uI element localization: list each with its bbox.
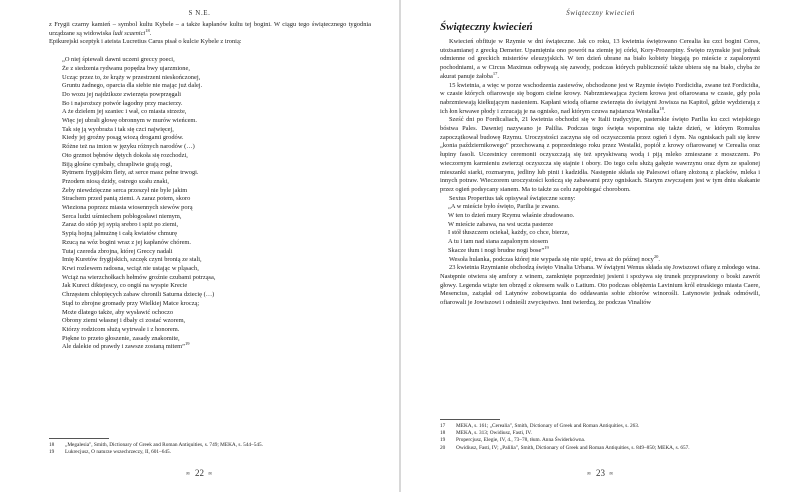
poem-line: Tak się ją wyobraża i tak się czci najwięcej, [62, 125, 174, 133]
running-head-right: Świąteczny kwiecień [566, 9, 635, 17]
poem-line: „O niej śpiewali dawni uczeni greccy poeci, [62, 56, 175, 64]
poem-line: Jak Kureci diktejescy, co ongiś na wyspie Krecie [62, 282, 188, 290]
footnote: 17 MEKA, s. 161; „Cerealia", Smith, Dictionary of Greek and Roman Antiquities, s. 263. [440, 423, 640, 429]
ornament-right: ∞ [208, 470, 214, 477]
left-content [49, 21, 371, 352]
footnote: 18 MEKA, s. 313; Owidiusz, Fasti, IV. [440, 430, 532, 437]
poem-line: A że dzielem jej szaniec i wał, co miasta strzeże, [62, 108, 187, 116]
paragraph: Wesoła hulanka, podczas której nie wypada się nie upić, trwa aż do późnej nocy$^{20}$. [449, 253, 660, 263]
poem-line: Ale dalekie od prawdy i zawsze zostaną mitem”$^{19}$ [62, 341, 190, 351]
ornament-left: ∞ [185, 470, 191, 477]
poem-line: Chrzęstem chłopięcych zabaw chronili Saturna dziecię (…) [62, 291, 215, 299]
paragraph: Kwiecień obfituje w Rzymie w dni świąteczne. Jak co roku, 13 kwietnia świętowano Cerealia ku czci bogini Ceres, utożsamianej z grecką Demeter. Upamiętnia ono powrót na ziemię jej córki, Kory-Prozerpiny. Święto rzymskie jest jednak odmienne od greckich misteriów eleuzyjskich. W ten dzień ubrane na biało kobiety biegają po mieście z zapalonymi pochodniami, a w Circus Maximus odbywają się zawody, podczas których publiczność także ubiera się na biało, chyba że akurat panuje żałoba$^{17}$. [440, 38, 760, 80]
poem-line: Gruntu żadnego, oparcia dla siebie nie mając już dalej. [62, 82, 203, 90]
poem-line: Serca ludzi uśmiechem pobłogosławi niemym, [62, 212, 182, 220]
poem-line: Różne też na imion w języku różnych narodów (…) [62, 143, 195, 151]
left-footnotes [49, 438, 371, 456]
footnote-rule [49, 438, 109, 439]
page-number-left: ∞ 22 ∞ [185, 468, 214, 478]
footnote: 20 Owidiusz, Fasti, IV; „Palilia", Smith, Dictionary of Greek and Roman Antiquities, s. 849–850; MEKA, s. 657. [440, 444, 690, 451]
poem-line: A tu i tam nad siana zapalonym stosem [448, 238, 548, 246]
poem-line: Więc jej ubrali głowę obronnym w murów wieńcem. [62, 117, 197, 125]
ornament-right: ∞ [609, 470, 615, 477]
footnote: 18 „Megalesia", Smith, Dictionary of Greek and Roman Antiquities, s. 749; MEKA, s. 544–545. [49, 442, 263, 448]
poem-line: Że z siedzenia rydwanu popędza bwy ujarzmione, [62, 64, 190, 72]
ornament-left: ∞ [586, 470, 592, 477]
propertius-poem [440, 203, 760, 255]
paragraph: 15 kwietnia, a więc w porze wschodzenia zasiewów, obchodzone jest w Rzymie święto Fordicidia, zwane też Fordicidia, w czasie których ofiarowuje się bogom cielne krowy. Nabrzmiewająca życiem krowa jest ofiarowana w czasie, gdy pola nabrzmiewają kiełkującym nasieniem. Kapłani wiodą ofiarne zwierzęta do świątyni Jowisza na Kapitol, gdzie wydzierają z ich łon krwawe płody i zrzucają je na ognisko, nad którym czuwa najstarsza Westalka$^{18}$. [440, 81, 760, 115]
poem-line: „A w mieście było święto, Parilia je zwano. [448, 203, 560, 211]
poem-line: Rzucą na wóz bogini wraz z jej kapłanów chórem. [62, 238, 192, 246]
poem-line: Strachem przed panią ziemi. A zaraz potem, skoro [62, 195, 191, 203]
left-intro-2: Epikurejski sceptyk i ateista Lucretius Carus pisał o kulcie Kybele z ironią: [49, 38, 242, 46]
poem-line: Którzy rodzicom służą wytrwale i z honorem. [62, 325, 180, 333]
poem-line: Bo i najsroższy potwór łagodny przy macierzy. [62, 99, 183, 107]
poem-line: W mieście zabawa, na wsi uczta pasterze [448, 220, 554, 228]
left-page [0, 0, 399, 492]
poem-line: Krwi rozlewem radosna, wciąż nie ustając w pląsach, [62, 264, 199, 272]
right-page [401, 0, 800, 492]
poem-line: Zaraz do stóp jej sypią srebro i spiż po ziemi, [62, 221, 179, 229]
page-number-right: ∞ 23 ∞ [586, 468, 615, 478]
paragraph: Sextus Propertius tak opisywał świąteczne sceny: [449, 194, 576, 202]
poem-line: Ucząc przez to, że krąży w przestrzeni nieskończonej, [62, 73, 201, 81]
poem-line: Sypią hojną jałmużnę i całą kwiatów chmurę [62, 230, 177, 238]
poem-line: Może dlatego także, aby wysławić ochoczo [62, 308, 174, 316]
poem-line: Wciąż na wierzchołkach hełmów groźnie czubami potrząsa, [62, 273, 216, 281]
poem-line: I stół tłuszczem ociekał, każdy, co chce, bierze, [448, 229, 570, 237]
footnote: 19 Propercjusz, Elegie, IV, 4., 73–78, tłum. Anna Świderkówna. [440, 437, 586, 444]
poem-line: Obrony ziemi własnej i dbały ci zostać wzorem, [62, 317, 186, 325]
running-head-left: S N.E. [188, 9, 211, 17]
right-footnotes [440, 419, 760, 452]
poem-line: Stąd to zbrojne gromady przy Wielkiej Matce kroczą; [62, 299, 200, 307]
poem-line: Żeby niewdzięczne serca przeszył nie byle jakim [62, 186, 188, 194]
right-content [440, 21, 760, 308]
footnote-rule [440, 419, 500, 420]
poem-line: Piękne to przeto głoszenie, zasady znakomite, [62, 334, 180, 342]
poem-line: Oto grzmot bębnów dętych dokoła się rozchodzi, [62, 151, 188, 159]
poem-line: Rytmem frygijskim flety, aż serce masz pełne trwogi. [62, 169, 199, 177]
section-title: Świąteczny kwiecień [440, 21, 533, 33]
poem-line: Przodem niosą dzidy, ostrego szału znaki, [62, 177, 169, 185]
left-intro: z Frygii czarny kamień – symbol kultu Kybele – a także kapłanów kultu tej bogini. W ciągu tego świątecznego tygodnia urządzane są widowiska ludi scaenici$^{18}$. [49, 21, 371, 37]
poem-line: Skacze tłum i nogi brudne nogi bose”$^{19}$ [448, 244, 549, 254]
poem-line: Biją głośne cymbały, chrapliwie grają rogi, [62, 160, 173, 168]
poem-line: Kiedy jej groźny posąg wiozą drogami grodów. [62, 134, 184, 142]
poem-line: Imię Kuretów frygijskich, szczęk czyni bronią ze stali, [62, 256, 202, 264]
poem-line: W ten to dzień mury Rzymu właśnie zbudowano. [448, 212, 575, 220]
paragraph: 23 kwietnia Rzymianie obchodzą święto Vinalia Urbana. W świątyni Wenus składa się Jowiszowi ofiarę z młodego wina. Następnie otwiera się amfory z winem, zamknięte poprzedniej jesieni i spożywa się trunek przyprawiony o boski zawrót głowy. Legenda wiąże ten obrzęd z okresem walk o Latium. Oto podczas oblężenia Lavinium król etruskiego miasta Caere, Mesencius, zażądał od Latynów zobowiązania do oddawania sobie zbiorów winorośli. Latynowie jednak odmówili, ofiarowali je Jowiszowi i odnieśli zwycięstwo. Inni twierdzą, że podczas Vinaliów [440, 264, 760, 307]
poem-line: Do wozu jej najdziksze zwierzęta powprzęgali [62, 90, 182, 98]
poem-line: Wieziona poprzez miasta wiosennych siewów porą [62, 204, 193, 212]
lucretius-poem [49, 56, 371, 352]
poem-line: Tutaj czereda zbrojna, której Greccy nadali [62, 247, 173, 255]
footnote: 19 Lukrecjusz, O naturze wszechrzeczy, II, 601–645. [49, 449, 171, 456]
paragraph: Sześć dni po Fordicaliach, 21 kwietnia obchodzi się w Italii tradycyjne, pasterskie święto Parilia ku czci wiejskiego bóstwa Pales. Dawniej nazywano je Palilia. Podczas tego święta wspomina się także dzień, w którym Romulus zapoczątkował budowę Rzymu. Uroczystości zaczyna się od oczyszczenia przez ogień i dym. Na ogniskach pali się krew „konia październikowego" przechowaną z poprzedniego roku przez Westalki, popiół z krowy ofiarowanej w Cerealia oraz łupiny fasoli. Uczestnicy ceremonii oczyszczają się też spryskiwaną wodą i piją mleko zmieszane z moszczem. Po wieczornym karmieniu zwierząt oczyszcza się stajnie i obory. Do tego celu służą gałęzie wawrzynu oraz dym ze spalonej mieszanki siarki, rozmarynu, jedliny lub pinii i kadzidła. Następnie składa się Palesowi ofiarę złożoną z placków, mleka i innych potraw. Wieczorem uroczystości kończą się zabawami przy ogniskach. Starym zwyczajem jest w tym dniu skakanie przez ogień podsycany sianem. Ma to także za celu zapobiegać chorobom. [440, 116, 760, 193]
